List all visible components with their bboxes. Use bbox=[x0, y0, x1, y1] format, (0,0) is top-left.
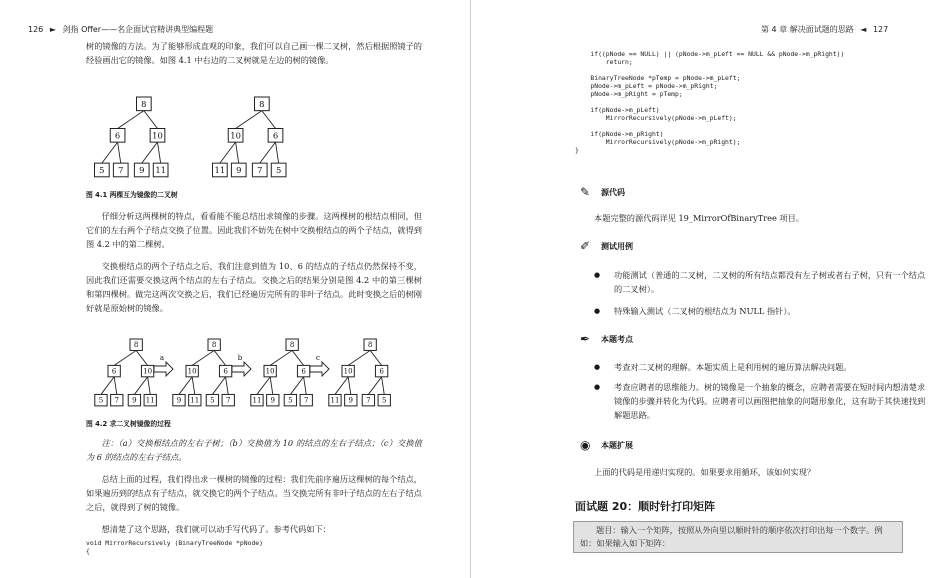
fig2-tree-4-node-label: 11 bbox=[330, 395, 340, 405]
left-page-header bbox=[28, 24, 213, 35]
fig2-tree-4-node-label: 5 bbox=[381, 395, 387, 405]
fig2-tree-4-node-label: 10 bbox=[343, 366, 353, 376]
fig2-tree-3-edge bbox=[270, 350, 292, 365]
fig1-right-tree-edge bbox=[236, 142, 239, 163]
fig2-arrow-label: b bbox=[237, 354, 243, 362]
pencil-icon: ✐ bbox=[580, 239, 591, 253]
fig2-tree-1-edge bbox=[136, 350, 147, 365]
fig2-tree-3-node-label: 6 bbox=[301, 366, 306, 376]
fig2-tree-3-edge bbox=[292, 350, 303, 365]
fig1-left-tree-node-label: 8 bbox=[141, 98, 147, 109]
extension-icon: ◉ bbox=[580, 438, 591, 452]
fig2-tree-1-edge bbox=[148, 377, 151, 395]
fig2-tree-3-edge bbox=[270, 377, 273, 395]
figure-4-2-caption: 图 4.2 求二叉树镜像的过程 bbox=[86, 420, 171, 428]
fig1-right-tree-node-label: 11 bbox=[214, 164, 226, 175]
fig2-tree-4-edge bbox=[382, 377, 385, 395]
fig1-right-tree-node-label: 5 bbox=[275, 164, 282, 175]
fig2-tree-3-edge bbox=[304, 377, 307, 395]
fig2-tree-1-node-label: 8 bbox=[133, 340, 139, 350]
source-code-icon: ✎ bbox=[580, 185, 591, 199]
fig2-tree-3-node-label: 7 bbox=[303, 395, 309, 405]
fig1-left-tree-node-label: 10 bbox=[152, 130, 163, 141]
fig1-right-tree-edge bbox=[262, 111, 276, 129]
fig2-tree-1-edge bbox=[114, 377, 117, 395]
left-header-arrow-icon: ► bbox=[49, 25, 56, 34]
fig1-left-tree-edge bbox=[158, 142, 161, 163]
left-para-4: 总结上面的过程，我们得出求一棵树的镜像的过程：我们先前序遍历这棵树的每个结点，如果遍历到的结点有子结点，就交换它的两个子结点。当交换完所有非叶子结点的左右子结点之后，就得到了树的镜像。 bbox=[86, 474, 422, 512]
fig1-right-tree-edge bbox=[260, 142, 276, 163]
fig2-tree-4-edge bbox=[368, 377, 381, 395]
section-source-title: 源代码 bbox=[601, 188, 625, 197]
fig2-transform-arrow-icon bbox=[154, 362, 173, 376]
fig2-tree-2-node-label: 5 bbox=[210, 395, 215, 405]
right-header-arrow-icon: ◄ bbox=[860, 25, 867, 34]
fig2-arrow-label: a bbox=[159, 354, 165, 362]
fig2-tree-1-node-label: 7 bbox=[114, 395, 120, 405]
test-item-2: ● 特殊输入测试（二叉树的根结点为 NULL 指针）。 bbox=[594, 304, 930, 318]
section-extension bbox=[580, 439, 633, 452]
fig2-tree-1-node-label: 11 bbox=[145, 395, 155, 405]
fig1-left-tree-node-label: 11 bbox=[155, 164, 166, 175]
fig2-tree-2-edge bbox=[212, 377, 225, 395]
figure-4-1 bbox=[80, 93, 300, 185]
fig1-left-tree-edge bbox=[102, 142, 118, 163]
fig2-tree-3-edge bbox=[257, 377, 270, 395]
fig2-tree-2-node-label: 7 bbox=[225, 395, 231, 405]
section-source bbox=[580, 186, 625, 199]
fig1-left-tree-edge bbox=[118, 111, 144, 129]
fig2-tree-4-edge bbox=[335, 377, 348, 395]
figure-4-1-caption: 图 4.1 两棵互为镜像的二叉树 bbox=[86, 191, 178, 199]
fig2-tree-2-edge bbox=[192, 377, 195, 395]
fig2-tree-2-node-label: 10 bbox=[187, 366, 197, 376]
fig1-left-tree-node-label: 9 bbox=[139, 164, 145, 175]
fig2-tree-2-edge bbox=[192, 350, 214, 365]
fig2-tree-1-node-label: 9 bbox=[132, 395, 137, 405]
fig2-tree-4-node-label: 9 bbox=[348, 395, 354, 405]
section-tests bbox=[580, 240, 633, 253]
fig1-right-tree-node-label: 7 bbox=[257, 164, 263, 175]
left-book-title: 剑指 Offer——名企面试官精讲典型编程题 bbox=[62, 25, 214, 34]
fig2-tree-2-edge bbox=[179, 377, 192, 395]
left-page-number: 126 bbox=[28, 25, 44, 34]
fig2-transform-arrow-icon bbox=[310, 362, 329, 376]
fig2-tree-1-node-label: 10 bbox=[143, 366, 153, 376]
fig1-right-tree-node-label: 8 bbox=[259, 98, 265, 109]
fig2-arrow-label: c bbox=[316, 354, 320, 362]
fig1-left-tree-edge bbox=[142, 142, 158, 163]
fig2-tree-2-node-label: 9 bbox=[176, 395, 182, 405]
right-chapter-title: 第 4 章 解决面试题的思路 bbox=[761, 25, 854, 34]
figure-4-2 bbox=[86, 337, 406, 413]
fig2-tree-2-node-label: 6 bbox=[223, 366, 228, 376]
question-20-text: 题目：输入一个矩阵，按照从外向里以顺时针的顺序依次打印出每一个数字。例如：如果输入如下矩阵： bbox=[580, 525, 883, 548]
fig1-right-tree-edge bbox=[220, 142, 236, 163]
figure-note: 注：（a）交换根结点的左右子树；（b）交换值为 10 的结点的左右子结点；（c）交换值为 6 的结点的左右子结点。 bbox=[86, 438, 422, 462]
fig1-right-tree-node-label: 10 bbox=[230, 130, 241, 141]
left-para-2: 仔细分析这两棵树的特点，看看能不能总结出求镜像的步骤。这两棵树的根结点相同，但它们的左右两个子结点交换了位置。因此我们不妨先在树中交换根结点的两个子结点，就得到图 4.2 中的第二棵树。 bbox=[86, 211, 422, 249]
fig2-tree-1-edge bbox=[114, 350, 136, 365]
fig2-tree-3-node-label: 11 bbox=[252, 395, 262, 405]
fig2-tree-2-node-label: 8 bbox=[211, 340, 217, 350]
pen-icon: ✒ bbox=[580, 332, 591, 346]
fig2-tree-1-node-label: 6 bbox=[111, 366, 117, 376]
fig2-tree-4-edge bbox=[370, 350, 381, 365]
section-extension-title: 本题扩展 bbox=[601, 441, 633, 450]
fig1-left-tree-edge bbox=[144, 111, 158, 129]
point-item-1: ● 考查对二叉树的理解。本题实质上是利用树的遍历算法解决问题。 bbox=[594, 360, 930, 374]
fig2-tree-2-edge bbox=[214, 350, 225, 365]
fig2-transform-arrow-icon bbox=[232, 362, 251, 376]
left-page bbox=[0, 0, 471, 578]
fig2-tree-3-node-label: 5 bbox=[288, 395, 293, 405]
fig2-tree-4-node-label: 8 bbox=[367, 340, 373, 350]
fig2-tree-2-node-label: 11 bbox=[190, 395, 200, 405]
section-tests-title: 测试用例 bbox=[601, 242, 633, 251]
fig1-left-tree-node-label: 7 bbox=[118, 164, 124, 175]
question-20-title: 面试题 20：顺时针打印矩阵 bbox=[575, 500, 716, 513]
fig2-tree-4-node-label: 6 bbox=[379, 366, 384, 376]
fig1-right-tree-node-label: 6 bbox=[272, 130, 279, 141]
fig1-left-tree-node-label: 5 bbox=[99, 164, 105, 175]
source-text: 本题完整的源代码详见 19_MirrorOfBinaryTree 项目。 bbox=[594, 213, 804, 223]
fig2-tree-1-edge bbox=[101, 377, 114, 395]
fig2-tree-3-edge bbox=[290, 377, 303, 395]
left-para-5: 想清楚了这个思路，我们就可以动手写代码了。参考代码如下： bbox=[101, 524, 331, 534]
fig2-tree-1-node-label: 5 bbox=[98, 395, 104, 405]
fig1-right-tree-edge bbox=[276, 142, 279, 163]
left-para-3: 交换根结点的两个子结点之后，我们注意到值为 10、6 的结点的子结点仍然保持不变，因此我们还需要交换这两个结点的左右子结点。交换之后的结果分别是图 4.2 中的第三棵树和第四棵树。做完这两次交换之后，我们已经遍历完所有的非叶子结点。此时变换之后的树刚好就是原始树的镜像。 bbox=[86, 261, 422, 313]
fig2-tree-1-edge bbox=[134, 377, 147, 395]
section-points-title: 本题考点 bbox=[601, 335, 633, 344]
right-code-block: if((pNode == NULL) || (pNode->m_pLeft == NULL && pNode->m_pRight)) return; BinaryTreeNode *pTemp = pNode->m_pLeft; pNode->m_pLeft = pNode->m_pRight; pNode->m_pRight = pTemp; if(pNode->m_pLeft) MirrorRecursively(pNode->m_pLeft); if(pNode->m_pRight) MirrorRecursively(pNode->m_pRight); } bbox=[575, 50, 845, 154]
left-code-block: void MirrorRecursively (BinaryTreeNode *pNode) { bbox=[86, 539, 263, 555]
fig2-tree-4-edge bbox=[348, 350, 370, 365]
question-20-box bbox=[573, 521, 903, 553]
test-item-1: ● 功能测试（普通的二叉树，二叉树的所有结点都没有左子树或者右子树，只有一个结点的二叉树）。 bbox=[594, 268, 930, 296]
fig2-tree-4-node-label: 7 bbox=[366, 395, 371, 405]
right-page-header bbox=[761, 24, 888, 35]
section-points bbox=[580, 333, 633, 346]
extension-text: 上面的代码是用递归实现的。如果要求用循环，该如何实现？ bbox=[594, 467, 816, 477]
fig2-tree-3-node-label: 8 bbox=[289, 340, 295, 350]
fig1-right-tree-node-label: 9 bbox=[236, 164, 242, 175]
fig2-tree-3-node-label: 9 bbox=[270, 395, 276, 405]
fig1-right-tree-edge bbox=[236, 111, 262, 129]
fig1-left-tree-node-label: 6 bbox=[114, 130, 121, 141]
fig2-tree-4-edge bbox=[348, 377, 351, 395]
fig2-tree-2-edge bbox=[226, 377, 229, 395]
right-page-number: 127 bbox=[872, 25, 889, 34]
fig1-left-tree-edge bbox=[118, 142, 121, 163]
left-para-1: 树的镜像的方法。为了能够形成直观的印象，我们可以自己画一棵二叉树，然后根据照镜子的经验画出它的镜像。如图 4.1 中右边的二叉树就是左边的树的镜像。 bbox=[86, 41, 422, 65]
point-item-2: ● 考查应聘者的思维能力。树的镜像是一个抽象的概念，应聘者需要在短时间内想清楚求镜像的步骤并转化为代码。应聘者可以画图把抽象的问题形象化，这有助于其快速找到解题思路。 bbox=[594, 380, 930, 422]
fig2-tree-3-node-label: 10 bbox=[265, 366, 275, 376]
